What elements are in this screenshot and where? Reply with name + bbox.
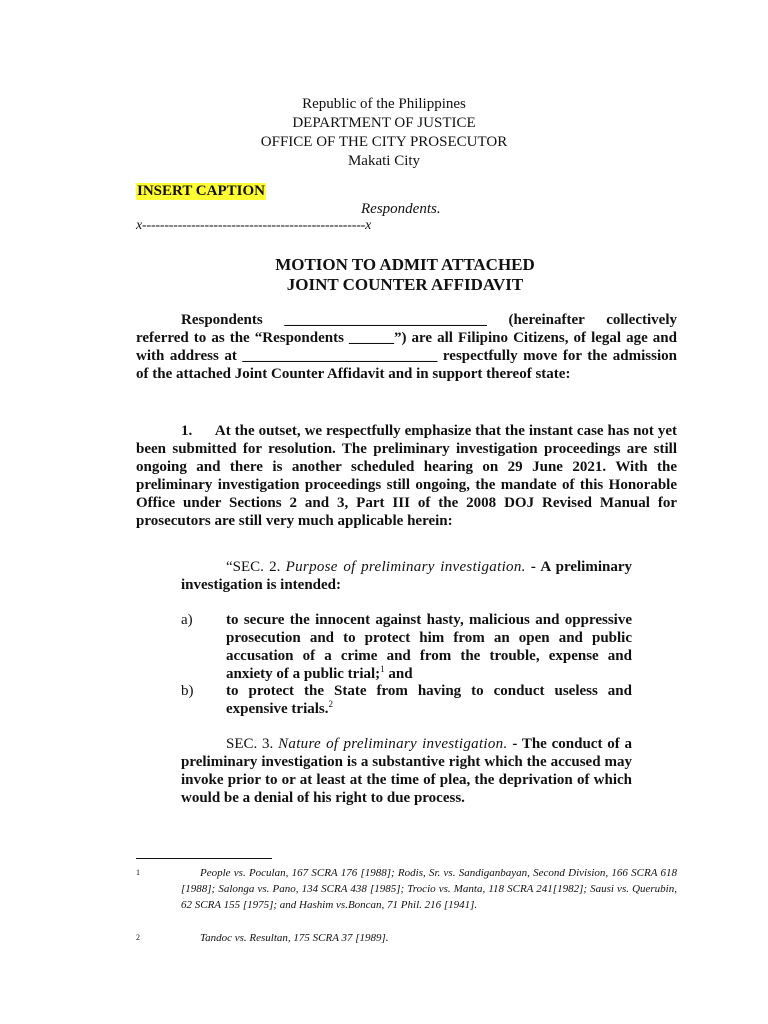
sec3-title: Nature of preliminary investigation. — [278, 736, 508, 752]
document-header — [0, 95, 768, 171]
title-line-2: JOINT COUNTER AFFIDAVIT — [286, 275, 524, 294]
header-republic: Republic of the Philippines — [302, 96, 466, 112]
item-a-body: to secure the innocent against hasty, malicious and oppressive prosecution and to protect him from an open and public accusation of a crime and from the trouble, expense and anxiety of a public trial; — [226, 612, 632, 682]
item-b-text — [226, 682, 632, 718]
footnote-1-number: 1 — [136, 868, 140, 877]
title-line-1: MOTION TO ADMIT ATTACHED — [275, 255, 535, 274]
document-title — [0, 255, 768, 295]
item-b-label: b) — [181, 683, 194, 699]
footnote-ref-2[interactable]: 2 — [328, 699, 333, 709]
sec3-text: - The conduct of a preliminary investigation is a substantive right which the accused may invoke prior to or at least at the time of plea, the deprivation of which would be a denial of his right to due process. — [181, 736, 633, 806]
respondents-label: Respondents. — [361, 201, 441, 217]
footnote-2-number: 2 — [136, 933, 140, 942]
item-a-after: and — [384, 666, 413, 682]
footnote-2-text: Tandoc vs. Resultan, 175 SCRA 37 [1989]. — [200, 932, 389, 944]
header-office: OFFICE OF THE CITY PROSECUTOR — [260, 134, 508, 150]
quote-sec-3 — [181, 735, 632, 807]
footnote-1-text: People vs. Poculan, 167 SCRA 176 [1988]; Rodis, Sr. vs. Sandiganbayan, Second Division, 166 SCRA 618 [1988]; Salonga vs. Pano, 134 SCRA 438 [1985]; Trocio vs. Manta, 118 SCRA 241[1982]; Sausi vs. Querubin, 62 SCRA 155 [1975]; and Hashim vs.Boncan, 71 Phil. 216 [1941]. — [181, 867, 677, 911]
item-a-label: a) — [181, 612, 193, 628]
footnote-ref-1[interactable]: 1 — [380, 664, 385, 674]
header-city: Makati City — [347, 153, 421, 169]
item-b-body: to protect the State from having to conduct useless and expensive trials. — [226, 683, 632, 717]
sec2-text: - A preliminary investigation is intended: — [181, 559, 632, 593]
caption-separator: x--------------------------------------------------x — [136, 218, 372, 233]
insert-caption-highlight: INSERT CAPTION — [137, 183, 265, 199]
sec2-title: Purpose of preliminary investigation. — [285, 559, 526, 575]
header-department: DEPARTMENT OF JUSTICE — [292, 115, 476, 131]
item-a-text — [226, 611, 632, 683]
footnote-divider — [136, 858, 272, 859]
sec3-prefix: SEC. 3. — [226, 736, 274, 752]
intro-paragraph: Respondents ___________________________ (hereinafter collectively referred to as the “Respondents ______”) are all Filipino Citizens, of legal age and with address at __________________________ respectfully move for the admission of the attached Joint Counter Affidavit and in support thereof state: — [136, 312, 677, 382]
quote-sec-2 — [181, 558, 632, 594]
sec2-prefix: “SEC. 2. — [226, 559, 281, 575]
paragraph-1: 1. At the outset, we respectfully emphasize that the instant case has not yet been submitted for resolution. The preliminary investigation proceedings are still ongoing and there is another scheduled hearing on 29 June 2021. With the preliminary investigation proceedings still ongoing, the mandate of this Honorable Office under Sections 2 and 3, Part III of the 2008 DOJ Revised Manual for prosecutors are still very much applicable herein: — [136, 423, 681, 529]
